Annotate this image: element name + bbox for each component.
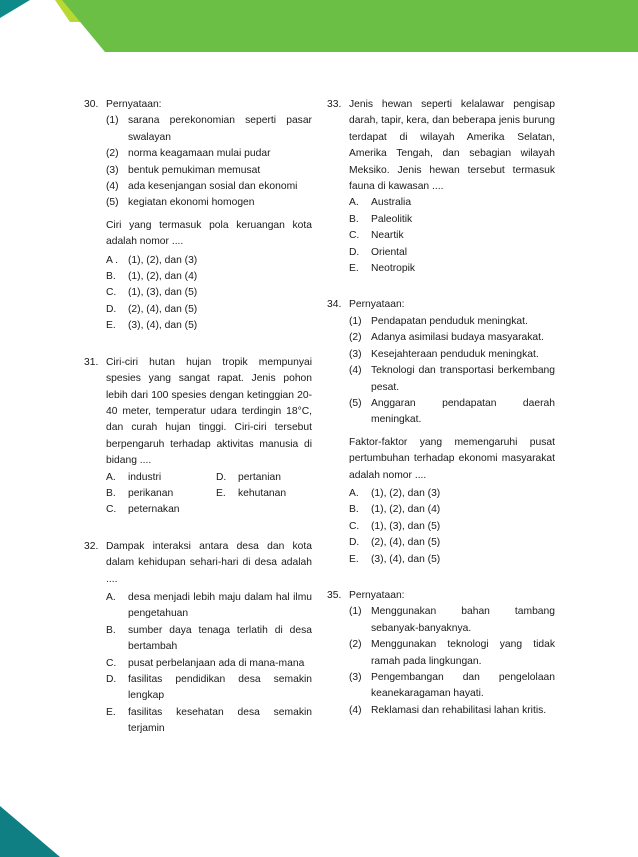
question-stem: Jenis hewan seperti kelalawar pengisap darah, tapir, kera, dan beberapa jenis burung terdapat di wilayah Amerika Selatan, Amerika Tengah, dan sebagian wilayah Meksiko. Jenis hewan tersebut termasuk fauna di kawasan .... — [349, 99, 555, 193]
option-text: (3), (4), dan (5) — [371, 553, 441, 565]
option-e — [349, 552, 555, 568]
statement-text: Adanya asimilasi budaya masyarakat. — [371, 332, 544, 344]
statement-number: (1) — [106, 115, 119, 127]
statement-number: (3) — [349, 348, 362, 360]
statement-item — [349, 670, 555, 703]
question-stem: Dampak interaksi antara desa dan kota dalam kehidupan sehari-hari di desa adalah .... — [106, 540, 312, 585]
statement-item — [349, 396, 555, 429]
statement-text: Menggunakan bahan tambang sebanyak-banyaknya. — [371, 606, 555, 634]
statement-number: (1) — [349, 606, 362, 618]
option-text: fasilitas pendidikan desa semakin lengkap — [128, 674, 312, 702]
statement-number: (2) — [349, 332, 362, 344]
option-text: pertanian — [238, 471, 281, 483]
option-c — [349, 519, 555, 535]
option-letter: E. — [106, 320, 116, 332]
option-letter: B. — [106, 271, 116, 283]
question-number: 30. — [84, 99, 99, 110]
statement-item — [349, 363, 555, 396]
statement-item — [349, 637, 555, 670]
option-letter: D. — [349, 246, 360, 258]
question-stem: Pernyataan: — [106, 99, 162, 110]
option-text: kehutanan — [238, 487, 287, 499]
option-a — [106, 590, 312, 623]
statement-number: (4) — [106, 181, 119, 193]
option-d — [106, 672, 312, 705]
statement-list — [349, 314, 555, 429]
option-list — [106, 590, 312, 738]
option-letter: C. — [349, 520, 360, 532]
question-stem: Ciri-ciri hutan hujan tropik mempunyai spesies yang sangat rapat. Jenis pohon lebih dari 100 spesies dengan ketinggian 20-40 meter, temperatur udara terdingin 18°C, dan curah hujan tinggi. Ciri-ciri tersebut berpengaruh terhadap aktivitas manusia di bidang .... — [106, 356, 312, 467]
option-a — [106, 253, 312, 269]
option-b — [106, 269, 312, 285]
option-text: Neotropik — [371, 263, 416, 275]
question-33 — [327, 97, 555, 277]
option-list — [106, 470, 312, 519]
statement-text: Pendapatan penduduk meningkat. — [371, 315, 528, 327]
option-b — [349, 502, 555, 518]
option-list — [106, 253, 312, 335]
option-letter: B. — [349, 213, 359, 225]
option-e — [106, 705, 312, 738]
option-d — [106, 302, 312, 318]
option-text: (1), (3), dan (5) — [371, 520, 441, 532]
question-number: 32. — [84, 540, 99, 552]
statement-text: bentuk pemukiman memusat — [128, 164, 261, 176]
statement-item — [106, 163, 312, 179]
option-letter: C. — [106, 504, 117, 516]
right-column — [327, 97, 555, 719]
statement-number: (1) — [349, 315, 362, 327]
option-text: pusat perbelanjaan ada di mana-mana — [128, 657, 305, 669]
statement-item — [106, 146, 312, 162]
option-letter: D. — [106, 674, 117, 685]
statement-text: sarana perekonomian seperti pasar swalayan — [128, 115, 312, 143]
option-letter: E. — [216, 487, 226, 499]
statement-text: Menggunakan teknologi yang tidak ramah pada lingkungan. — [371, 639, 555, 667]
option-letter: B. — [349, 504, 359, 516]
option-b — [106, 623, 312, 656]
question-number: 33. — [327, 99, 342, 110]
option-letter: D. — [216, 471, 227, 483]
option-letter: C. — [106, 287, 117, 299]
statement-text: ada kesenjangan sosial dan ekonomi — [128, 181, 298, 193]
option-letter: A. — [106, 471, 116, 483]
statement-text: Pengembangan dan pengelolaan keanekaragaman hayati. — [371, 672, 555, 700]
option-text: Neartik — [371, 230, 404, 242]
header-green-band — [62, 0, 638, 52]
statement-item — [106, 195, 312, 211]
option-letter: D. — [349, 537, 360, 549]
statement-item — [106, 113, 312, 146]
option-text: desa menjadi lebih maju dalam hal ilmu pengetahuan — [128, 591, 312, 620]
question-35 — [327, 588, 555, 719]
option-text: (3), (4), dan (5) — [128, 320, 198, 332]
left-column — [84, 97, 312, 738]
statement-item — [349, 703, 555, 719]
option-letter: A. — [106, 591, 116, 603]
option-c — [349, 228, 555, 244]
question-stem: Pernyataan: — [349, 299, 405, 311]
question-number: 35. — [327, 589, 342, 601]
option-text: fasilitas kesehatan desa semakin terjamin — [128, 706, 312, 735]
question-32 — [84, 539, 312, 738]
option-letter: D. — [106, 303, 117, 315]
question-30 — [84, 97, 312, 335]
header-decoration — [0, 0, 638, 60]
option-letter: E. — [349, 263, 359, 275]
option-text: (2), (4), dan (5) — [128, 303, 198, 315]
option-a — [349, 486, 555, 502]
option-text: (2), (4), dan (5) — [371, 537, 441, 549]
statement-number: (3) — [106, 164, 119, 176]
option-text: (1), (2), dan (4) — [371, 504, 441, 516]
question-number: 31. — [84, 356, 99, 368]
question-number: 34. — [327, 299, 342, 311]
statement-item — [349, 330, 555, 346]
option-c — [106, 502, 216, 518]
statement-text: Reklamasi dan rehabilitasi lahan kritis. — [371, 704, 547, 716]
option-e — [106, 318, 312, 334]
option-text: Paleolitik — [371, 213, 413, 225]
statement-list — [349, 604, 555, 719]
option-b — [349, 212, 555, 228]
option-text: (1), (3), dan (5) — [128, 287, 198, 299]
question-prompt: Faktor-faktor yang memengaruhi pusat pertumbuhan terhadap ekonomi masyarakat adalah nomor .... — [349, 436, 555, 481]
statement-item — [349, 314, 555, 330]
option-text: (1), (2), dan (4) — [128, 271, 198, 283]
statement-text: Teknologi dan transportasi berkembang pesat. — [371, 365, 555, 393]
footer-teal-triangle — [0, 806, 60, 857]
option-c — [106, 285, 312, 301]
statement-item — [106, 179, 312, 195]
option-letter: A. — [349, 487, 359, 499]
option-a — [349, 195, 555, 211]
option-letter: C. — [349, 230, 360, 242]
statement-number: (5) — [106, 197, 119, 209]
statement-text: Anggaran pendapatan daerah meningkat. — [371, 397, 555, 426]
option-letter: B. — [106, 624, 116, 636]
option-text: sumber daya tenaga terlatih di desa bertambah — [128, 624, 312, 653]
statement-list — [106, 113, 312, 211]
header-teal-triangle — [0, 0, 30, 18]
option-letter: B. — [106, 487, 116, 499]
option-list — [349, 195, 555, 277]
statement-text: kegiatan ekonomi homogen — [128, 197, 255, 209]
statement-text: norma keagamaan mulai pudar — [128, 148, 271, 160]
statement-number: (2) — [106, 148, 119, 160]
option-text: (1), (2), dan (3) — [371, 487, 441, 499]
statement-number: (5) — [349, 397, 362, 409]
option-letter: A. — [349, 197, 359, 209]
option-text: industri — [128, 471, 162, 483]
statement-item — [349, 604, 555, 637]
statement-number: (3) — [349, 672, 362, 683]
statement-item — [349, 347, 555, 363]
question-31 — [84, 355, 312, 519]
option-text: Australia — [371, 197, 412, 209]
option-e — [349, 261, 555, 277]
option-d — [349, 535, 555, 551]
option-list — [349, 486, 555, 568]
option-c — [106, 656, 312, 672]
option-letter: A . — [106, 254, 119, 266]
statement-number: (4) — [349, 365, 362, 377]
option-text: peternakan — [128, 504, 180, 516]
statement-number: (2) — [349, 639, 362, 651]
option-letter: E. — [349, 553, 359, 565]
option-a — [106, 470, 216, 486]
option-d — [349, 245, 555, 261]
option-d — [216, 470, 326, 486]
option-letter: E. — [106, 706, 116, 718]
statement-number: (4) — [349, 704, 362, 716]
option-e — [216, 486, 326, 502]
option-letter: C. — [106, 657, 117, 669]
option-b — [106, 486, 216, 502]
option-text: (1), (2), dan (3) — [128, 254, 198, 266]
option-text: Oriental — [371, 246, 408, 258]
statement-text: Kesejahteraan penduduk meningkat. — [371, 348, 539, 360]
question-34 — [327, 297, 555, 568]
option-text: perikanan — [128, 487, 174, 499]
question-stem: Pernyataan: — [349, 589, 405, 601]
question-prompt: Ciri yang termasuk pola keruangan kota adalah nomor .... — [106, 219, 312, 248]
